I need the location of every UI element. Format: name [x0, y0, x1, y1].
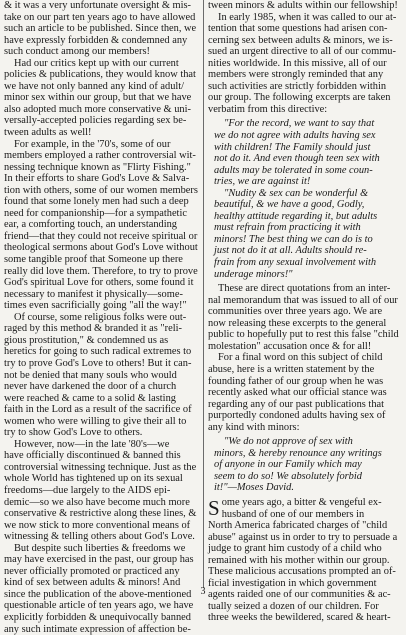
text-line: nities worldwide. In this missive, all of our [208, 57, 387, 69]
text-line: explicitly forbidden & unequivocally banned [4, 611, 191, 623]
left-column-paragraph [4, 312, 200, 439]
text-line: some tangible proof that Someone up there [4, 254, 183, 266]
text-line: frain from any sexual involvement with [214, 257, 377, 269]
text-line: were reached & came to a solid & lasting [4, 392, 176, 404]
text-line: ome years ago, a bitter & vengeful ex- [221, 496, 382, 508]
text-line: These are direct quotations from an inter- [218, 283, 391, 295]
text-line: regarding any of our past publications that [208, 398, 385, 410]
text-line: sued an urgent directive to all of our commu- [208, 46, 396, 58]
text-line: However, now—in the late '80's—we [14, 438, 170, 450]
text-line: women who were willing to give their all to [4, 415, 187, 427]
quoted-directive [208, 118, 402, 280]
text-line: policies & publications, they would know that [4, 69, 196, 81]
text-line: tries, we are against it! [214, 176, 311, 188]
text-line: we do not agree with adults having sex [214, 130, 376, 142]
text-line: freedoms—due largely to the AIDS epi- [4, 484, 171, 496]
text-line: God's spiritual Love for others, some found it [4, 277, 194, 289]
text-line: These malicious accusations prompted an of- [208, 566, 396, 578]
text-line: tween minors & adults within our fellowship! [208, 0, 398, 11]
text-line: necessary to manifest it physically—some- [4, 288, 183, 300]
text-line: purportedly condoned adults having sex of [208, 410, 386, 422]
text-line: founding father of our group when he was [208, 375, 384, 387]
text-line: whole World has tightened up on its sexual [4, 473, 183, 485]
text-line: faith in the Lord as a result of the sacrifice of [4, 404, 192, 416]
right-column-paragraph [208, 283, 402, 352]
text-line: ear, a comforting touch, an understanding [4, 219, 177, 231]
text-line: witnessing & telling others about God's Love. [4, 531, 195, 543]
text-line: In early 1985, when it was called to our at- [218, 11, 397, 23]
text-line: demic—so we also have become much more [4, 496, 190, 508]
text-line: such activities are strictly forbidden within [208, 80, 387, 92]
text-line: never officially promoted or practiced any [4, 565, 180, 577]
text-line: judge to grant him custody of a child who [208, 543, 382, 555]
closing-paragraph [208, 497, 402, 624]
text-line: tention that some questions had arisen con- [208, 23, 388, 35]
text-line: nessing technique known as "Flirty Fishing." [4, 161, 191, 173]
text-line: never have darkened the door of a church [4, 381, 177, 393]
text-line: abuse" against us in order to try to persuade a [208, 531, 398, 543]
text-line: "We do not approve of sex with [224, 436, 353, 448]
text-line: such conduct among our members! [4, 46, 151, 58]
text-line: nal memorandum that was issued to all of our [208, 294, 398, 306]
text-line: "For the record, we want to say that [224, 118, 375, 130]
text-line: conservative & restrictive along these lines, & [4, 508, 197, 520]
text-line: controversial witnessing technique. Just as the [4, 461, 197, 473]
text-line: theological sermons about God's Love without [4, 242, 198, 254]
text-line: seem to do so! We absolutely forbid [214, 470, 362, 482]
text-line: with children! The Family should just [214, 141, 371, 153]
right-column-paragraph [208, 0, 402, 12]
text-line: For example, in the '70's, some of our [14, 138, 171, 150]
text-line: Of course, some religious folks were out- [14, 311, 187, 323]
text-line: such an article to be published. Since then, we [4, 23, 197, 35]
text-line: must refrain from practicing it with [214, 222, 361, 234]
left-column [4, 0, 200, 635]
text-line: kind of sex between adults & minors! And [4, 577, 181, 589]
text-line: questionable article of ten years ago, we have [4, 600, 194, 612]
text-line: any kind with minors: [208, 421, 300, 433]
text-line: In their efforts to share God's Love & Salva- [4, 173, 190, 185]
text-line: really did love them. Therefore, to try to prove [4, 265, 198, 277]
text-line: members employed a rather controversial wit- [4, 150, 196, 162]
text-line: just not do it at all. Adults should re- [214, 245, 367, 257]
left-column-paragraph [4, 58, 200, 139]
text-line: since the publication of the above-mentioned [4, 588, 192, 600]
text-line: "Nudity & sex can be wonderful & [224, 187, 369, 199]
text-line: have officially discontinued & banned this [4, 450, 181, 462]
text-line: try to show God's Love to others. [4, 427, 143, 439]
text-line: But despite such liberties & freedoms we [14, 542, 186, 554]
text-line: remained with his mother within our group. [208, 554, 390, 566]
text-line: versally-accepted policies regarding sex be- [4, 115, 187, 127]
text-line: friend—that they could not receive spiritual or [4, 230, 198, 242]
text-line: & it was a very unfortunate oversight & mis- [4, 0, 191, 11]
quote-paragraph [214, 118, 398, 187]
text-line: recently asked what our official stance was [208, 387, 387, 399]
page-number: 3 [200, 586, 206, 597]
text-line: Had our critics kept up with our current [14, 57, 179, 69]
text-line: cerning sex between adults & minors, we is- [208, 34, 393, 46]
text-line: now releasing these excerpts to the general [208, 317, 387, 329]
right-column [208, 0, 402, 624]
text-line: verbatim from this directive: [208, 103, 328, 115]
text-line: communities over three years ago. We are [208, 306, 383, 318]
left-column-paragraph [4, 439, 200, 543]
text-line: adults may be tolerated in some coun- [214, 164, 373, 176]
left-column-paragraph [4, 139, 200, 312]
drop-cap: S [208, 495, 220, 520]
text-line: also adopted much more conservative & uni- [4, 103, 191, 115]
text-line: minor sex within our group, but that we have [4, 92, 192, 104]
quote-paragraph [214, 436, 398, 494]
text-line: try to prove God's Love to others! But it can- [4, 357, 192, 369]
text-line: For a final word on this subject of child [218, 352, 383, 364]
text-line: it!"—Moses David. [214, 482, 294, 494]
text-line: three weeks the bewildered, scared & heart- [208, 612, 391, 624]
text-line: times even sacrificially going "all the way!" [4, 300, 187, 312]
text-line: have expressly forbidden & condemned any [4, 34, 188, 46]
text-line: we now stick to more conventional means of [4, 519, 191, 531]
text-line: North America fabricated charges of "child [208, 520, 388, 532]
column-divider [203, 0, 204, 588]
text-line: need for companionship—for a sympathetic [4, 207, 187, 219]
quoted-statement [208, 436, 402, 494]
text-line: husband of one of our members in [221, 508, 365, 520]
text-line: raged by this method & branded it as "reli- [4, 323, 182, 335]
text-line: molestation" accusation once & for all! [208, 340, 372, 352]
quote-paragraph [214, 188, 398, 280]
text-line: public to hopefully put to rest this false "child [208, 329, 399, 341]
text-line: gious prostitution," & condemned us as [4, 334, 169, 346]
text-line: healthy attitude regarding it, but adults [214, 210, 378, 222]
text-line: ficial investigation in which government [208, 577, 377, 589]
text-line: found that some lonely men had such a deep [4, 196, 189, 208]
text-line: abuse, here is a written statement by the [208, 363, 375, 375]
text-line: underage minors!" [214, 268, 293, 280]
text-line: our group. The following excerpts are taken [208, 92, 391, 104]
text-line: minors! The best thing we can do is to [214, 233, 373, 245]
text-line: take on our part ten years ago to have allowed [4, 11, 196, 23]
text-line: tually seized a dozen of our children. For [208, 600, 379, 612]
left-column-paragraph [4, 0, 200, 58]
text-line: may have exercised in the past, our group has [4, 554, 194, 566]
text-line: tween adults as well! [4, 127, 92, 139]
text-line: tion with others, some of our women members [4, 184, 198, 196]
text-line: not do it. And even though teen sex with [214, 153, 380, 165]
text-line: members were strongly reminded that any [208, 69, 384, 81]
text-line: we have not only banned any kind of adult/ [4, 80, 185, 92]
text-line: not be denied that many souls who would [4, 369, 177, 381]
right-column-paragraph [208, 352, 402, 433]
text-line: any such intimate expression of affection be- [4, 623, 191, 635]
text-line: agents raided one of our communities & ac- [208, 589, 391, 601]
text-line: of anyone in our Family which may [214, 459, 362, 471]
text-line: beautiful, & we have a good, Godly, [214, 199, 365, 211]
text-line: minors, & hereby renounce any writings [214, 447, 382, 459]
right-column-paragraph [208, 12, 402, 116]
text-line: heretics for going to such radical extremes to [4, 346, 192, 358]
